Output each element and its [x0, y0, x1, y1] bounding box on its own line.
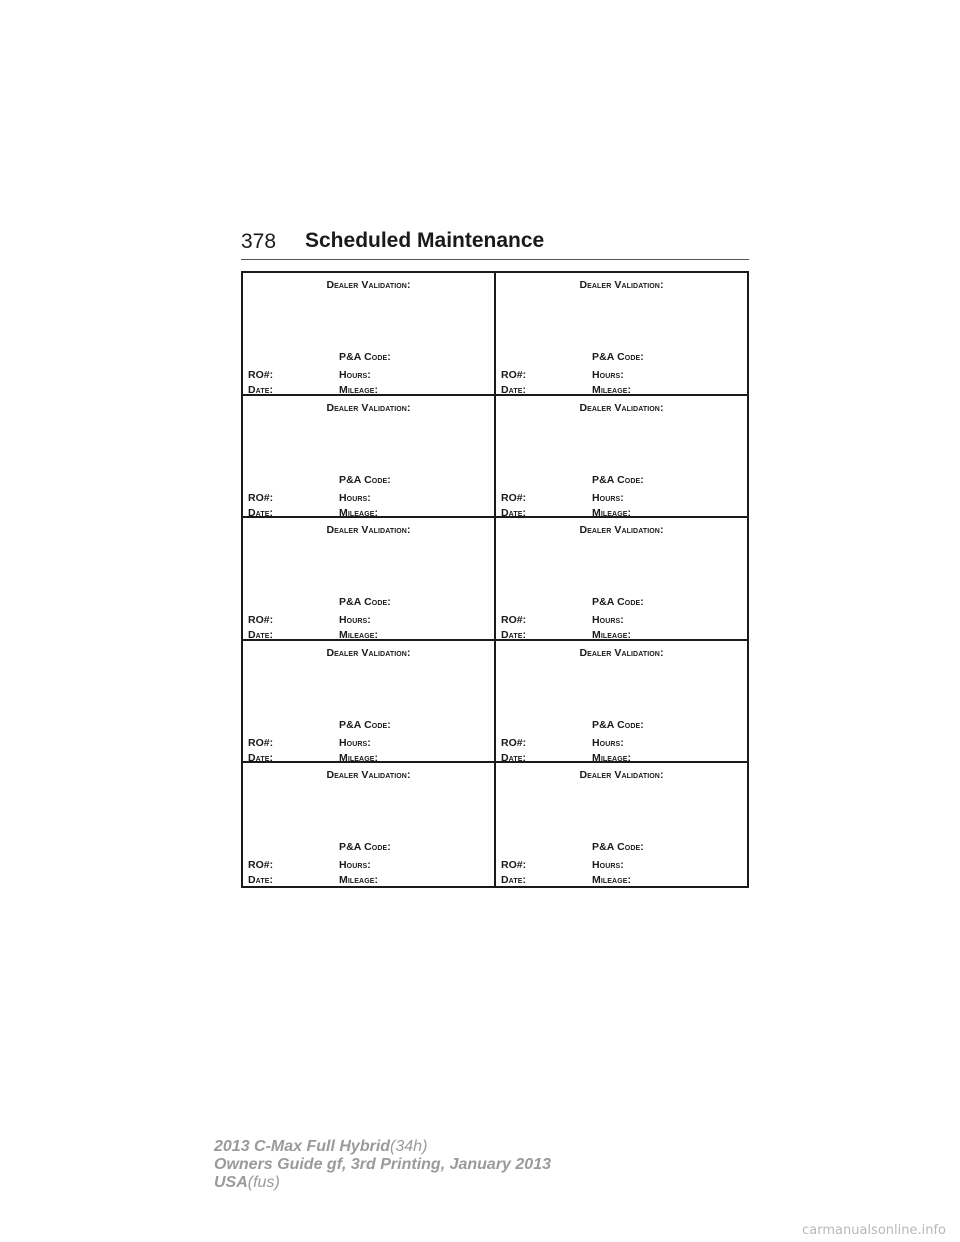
footer-printing: Owners Guide gf, 3rd Printing, January 2013 [214, 1156, 551, 1173]
mileage-label: Mileage: [592, 384, 632, 396]
validation-cell [243, 641, 496, 764]
dealer-validation-label: Dealer Validation: [579, 279, 664, 291]
mileage-label: Mileage: [592, 874, 632, 887]
ro-number-label: RO#: [501, 859, 527, 872]
dealer-validation-label: Dealer Validation: [326, 524, 411, 537]
dealer-validation-label: Dealer Validation: [326, 769, 411, 782]
date-label: Date: [248, 629, 274, 642]
hours-label: Hours: [339, 859, 371, 872]
date-label: Date: [501, 874, 527, 887]
dealer-validation-label: Dealer Validation: [326, 279, 411, 291]
hours-label: Hours: [592, 491, 624, 504]
hours-label: Hours: [339, 369, 371, 381]
dealer-validation-grid [241, 271, 749, 888]
mileage-label: Mileage: [339, 874, 379, 887]
mileage-label: Mileage: [339, 751, 379, 764]
footer-market: USA [214, 1174, 248, 1191]
footer-market-code: (fus) [247, 1174, 280, 1191]
date-label: Date: [248, 751, 274, 764]
ro-number-label: RO#: [501, 491, 527, 504]
hours-label: Hours: [592, 614, 624, 627]
ro-number-label: RO#: [501, 369, 527, 381]
hours-label: Hours: [592, 369, 624, 381]
date-label: Date: [501, 751, 527, 764]
mileage-label: Mileage: [339, 629, 379, 642]
header-divider [241, 259, 749, 260]
section-title: Scheduled Maintenance [305, 229, 545, 252]
dealer-validation-label: Dealer Validation: [326, 646, 411, 659]
document-footer [214, 1138, 551, 1192]
ro-number-label: RO#: [248, 369, 274, 381]
hours-label: Hours: [339, 491, 371, 504]
mileage-label: Mileage: [339, 384, 379, 396]
hours-label: Hours: [339, 736, 371, 749]
dealer-validation-label: Dealer Validation: [326, 401, 411, 414]
hours-label: Hours: [592, 859, 624, 872]
dealer-validation-label: Dealer Validation: [579, 646, 664, 659]
pa-code-label: P&A Code: [339, 841, 391, 854]
pa-code-label: P&A Code: [592, 596, 644, 609]
watermark: carmanualsonline.info [802, 1223, 946, 1238]
pa-code-label: P&A Code: [592, 351, 644, 363]
validation-cell [243, 518, 496, 641]
validation-cell [496, 641, 747, 764]
footer-model-code: (34h) [390, 1138, 428, 1155]
date-label: Date: [248, 506, 274, 519]
pa-code-label: P&A Code: [592, 718, 644, 731]
ro-number-label: RO#: [248, 859, 274, 872]
validation-cell [496, 763, 747, 886]
ro-number-label: RO#: [248, 614, 274, 627]
ro-number-label: RO#: [501, 614, 527, 627]
date-label: Date: [501, 629, 527, 642]
pa-code-label: P&A Code: [339, 351, 391, 363]
dealer-validation-label: Dealer Validation: [579, 524, 664, 537]
validation-cell [243, 763, 496, 886]
ro-number-label: RO#: [248, 491, 274, 504]
pa-code-label: P&A Code: [592, 473, 644, 486]
ro-number-label: RO#: [501, 736, 527, 749]
hours-label: Hours: [339, 614, 371, 627]
pa-code-label: P&A Code: [339, 596, 391, 609]
page-header [241, 229, 749, 259]
hours-label: Hours: [592, 736, 624, 749]
page-number: 378 [241, 230, 277, 253]
mileage-label: Mileage: [339, 506, 379, 519]
mileage-label: Mileage: [592, 751, 632, 764]
dealer-validation-label: Dealer Validation: [579, 769, 664, 782]
date-label: Date: [501, 506, 527, 519]
validation-cell [496, 273, 747, 396]
validation-cell [243, 273, 496, 396]
validation-cell [496, 518, 747, 641]
date-label: Date: [248, 384, 274, 396]
dealer-validation-label: Dealer Validation: [579, 401, 664, 414]
pa-code-label: P&A Code: [592, 841, 644, 854]
validation-cell [243, 396, 496, 519]
mileage-label: Mileage: [592, 629, 632, 642]
ro-number-label: RO#: [248, 736, 274, 749]
pa-code-label: P&A Code: [339, 718, 391, 731]
date-label: Date: [501, 384, 527, 396]
mileage-label: Mileage: [592, 506, 632, 519]
footer-model: 2013 C-Max Full Hybrid [214, 1138, 391, 1155]
date-label: Date: [248, 874, 274, 887]
validation-cell [496, 396, 747, 519]
pa-code-label: P&A Code: [339, 473, 391, 486]
